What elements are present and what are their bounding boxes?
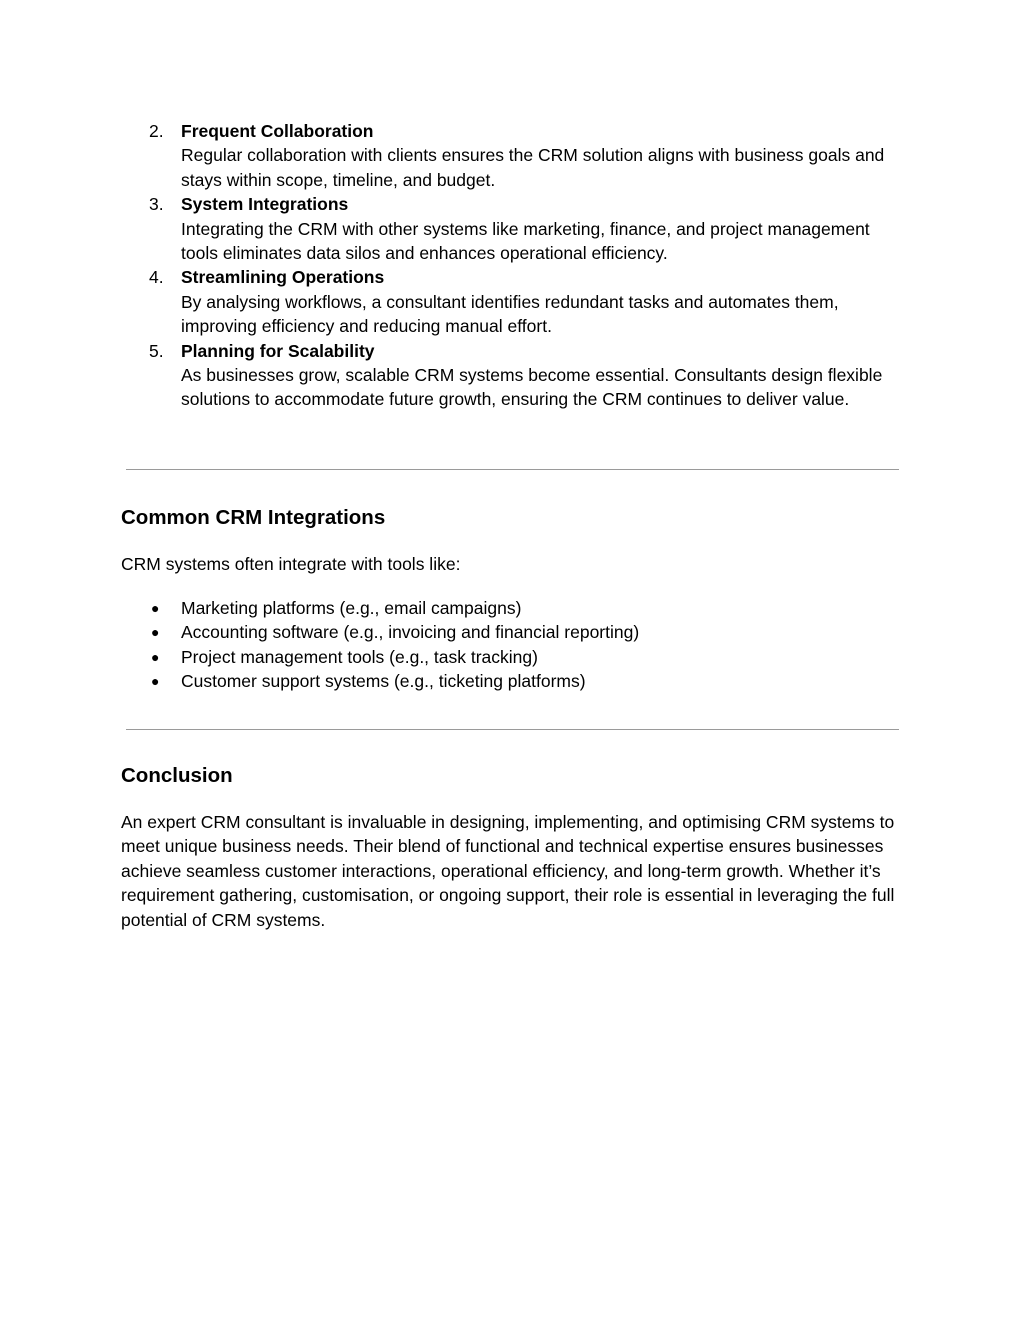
list-number: 3. — [149, 194, 164, 215]
list-number: 2. — [149, 121, 164, 141]
section-heading-integrations: Common CRM Integrations — [121, 506, 386, 529]
list-item — [121, 265, 901, 338]
list-item-body: Integrating the CRM with other systems like marketing, finance, and project management tools eliminates data silos and enhances operational efficiency. — [181, 218, 870, 264]
bullet-item-text: Marketing platforms (e.g., email campaigns) — [181, 598, 522, 618]
bullet-icon: ● — [151, 600, 160, 616]
list-item — [121, 339, 901, 412]
bullet-icon: ● — [151, 673, 160, 690]
list-item-title: Streamlining Operations — [181, 267, 385, 288]
bullet-icon: ● — [151, 624, 160, 641]
bullet-item — [121, 620, 901, 644]
bullet-item-text: Accounting software (e.g., invoicing and financial reporting) — [181, 622, 640, 643]
conclusion-paragraph: An expert CRM consultant is invaluable in designing, implementing, and optimising CRM systems to meet unique business needs. Their blend of functional and technical expertise ensures businesses achieve seamless customer interactions, operational efficiency, and long-term growth. Whether it’s requirement gathering, customisation, or ongoing support, their role is essential in leveraging the full potential of CRM systems. — [121, 812, 895, 930]
bullet-icon: ● — [151, 648, 160, 665]
list-number: 4. — [149, 267, 164, 288]
integrations-intro: CRM systems often integrate with tools like: — [121, 554, 461, 574]
numbered-section — [121, 119, 901, 412]
list-item-body: As businesses grow, scalable CRM systems become essential. Consultants design flexible solutions to accommodate future growth, ensuring the CRM continues to deliver value. — [181, 365, 883, 410]
list-item-title: Planning for Scalability — [181, 340, 375, 361]
bullet-item-text: Customer support systems (e.g., ticketing platforms) — [181, 671, 586, 692]
list-number: 5. — [149, 340, 164, 361]
list-item-body: By analysing workflows, a consultant identifies redundant tasks and automates them, improving efficiency and reducing manual effort. — [181, 291, 839, 337]
list-item-title: System Integrations — [181, 194, 349, 215]
bullet-list — [121, 596, 901, 694]
numbered-list — [121, 119, 901, 412]
horizontal-divider — [126, 469, 899, 470]
bullet-item — [121, 645, 901, 669]
list-item — [121, 192, 901, 265]
list-item — [121, 119, 901, 192]
horizontal-divider — [126, 729, 899, 730]
list-item-title: Frequent Collaboration — [181, 121, 374, 141]
section-heading-conclusion: Conclusion — [121, 764, 233, 787]
bullet-item — [121, 596, 901, 620]
bullet-item-text: Project management tools (e.g., task tracking) — [181, 646, 538, 667]
bullet-item — [121, 669, 901, 693]
list-item-body: Regular collaboration with clients ensures the CRM solution aligns with business goals and stays within scope, timeline, and budget. — [181, 145, 885, 190]
